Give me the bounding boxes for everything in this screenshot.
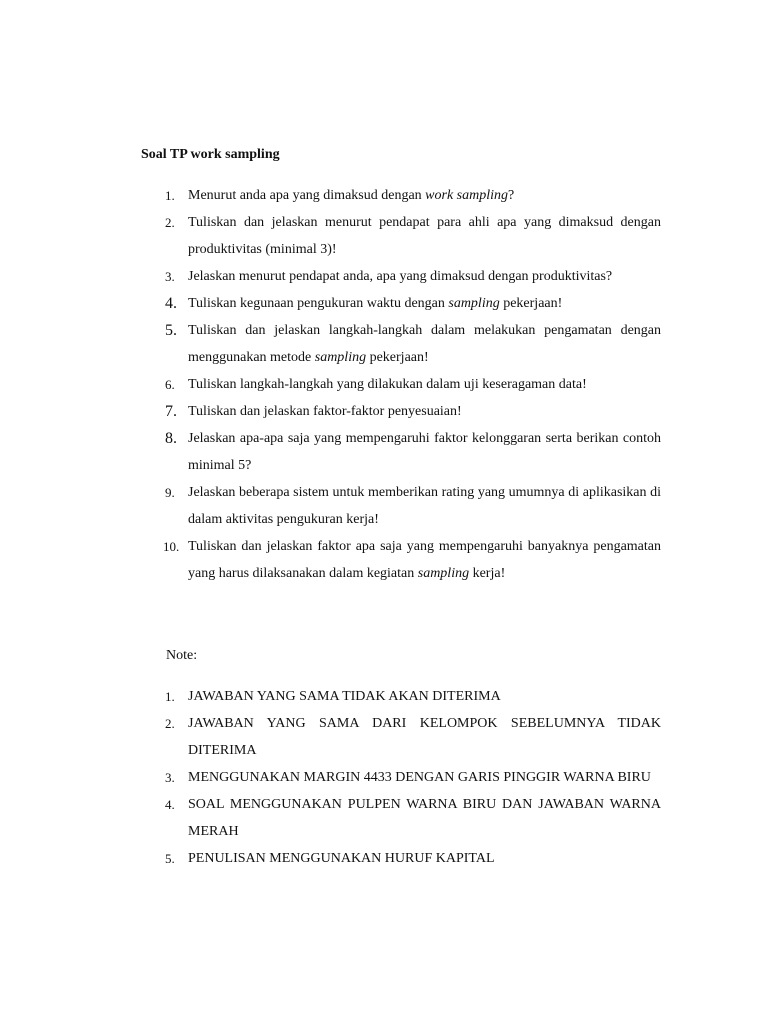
question-item bbox=[0, 371, 768, 398]
question-number: 10. bbox=[163, 539, 180, 554]
note-item bbox=[0, 683, 768, 710]
question-number: 7. bbox=[165, 403, 177, 420]
question-text-part: ? bbox=[508, 188, 515, 203]
note-number: 1. bbox=[165, 689, 175, 704]
note-item bbox=[0, 764, 768, 791]
question-text-part: Tuliskan dan jelaskan langkah-langkah dalam melakukan pengamatan dengan menggunakan metode bbox=[188, 323, 661, 365]
note-item bbox=[0, 710, 768, 764]
question-text: Tuliskan dan jelaskan faktor-faktor penyesuaian! bbox=[188, 404, 462, 419]
question-text: Jelaskan apa-apa saja yang mempengaruhi faktor kelonggaran serta berikan contoh minimal 5? bbox=[188, 431, 661, 473]
question-number: 9. bbox=[165, 485, 175, 500]
question-number: 2. bbox=[165, 215, 175, 230]
question-item bbox=[0, 533, 768, 587]
question-text-part: Tuliskan kegunaan pengukuran waktu dengan bbox=[188, 296, 449, 311]
question-item bbox=[0, 263, 768, 290]
note-list bbox=[0, 683, 768, 872]
question-text bbox=[188, 188, 514, 203]
note-label: Note: bbox=[166, 648, 198, 663]
note-text: JAWABAN YANG SAMA TIDAK AKAN DITERIMA bbox=[188, 689, 501, 704]
question-text: Jelaskan menurut pendapat anda, apa yang dimaksud dengan produktivitas? bbox=[188, 269, 613, 284]
question-item bbox=[0, 290, 768, 317]
note-number: 3. bbox=[165, 770, 175, 785]
question-text bbox=[188, 296, 562, 311]
note-text: SOAL MENGGUNAKAN PULPEN WARNA BIRU DAN JAWABAN WARNA MERAH bbox=[188, 797, 661, 839]
question-text-italic: sampling bbox=[448, 296, 500, 311]
note-text: PENULISAN MENGGUNAKAN HURUF KAPITAL bbox=[188, 851, 495, 866]
question-item bbox=[0, 317, 768, 371]
note-number: 4. bbox=[165, 797, 175, 812]
note-text: JAWABAN YANG SAMA DARI KELOMPOK SEBELUMNYA TIDAK DITERIMA bbox=[188, 716, 661, 758]
page-title: Soal TP work sampling bbox=[141, 147, 280, 162]
question-item bbox=[0, 479, 768, 533]
question-text-part: pekerjaan! bbox=[366, 350, 429, 365]
question-list bbox=[0, 182, 768, 587]
question-number: 1. bbox=[165, 188, 175, 203]
question-number: 6. bbox=[165, 377, 175, 392]
question-text bbox=[188, 323, 661, 365]
note-item bbox=[0, 791, 768, 845]
question-text-part: kerja! bbox=[469, 566, 506, 581]
question-text-italic: sampling bbox=[314, 350, 367, 365]
question-item bbox=[0, 182, 768, 209]
question-item bbox=[0, 425, 768, 479]
question-text: Jelaskan beberapa sistem untuk memberikan rating yang umumnya di aplikasikan di dalam aktivitas pengukuran kerja! bbox=[188, 485, 661, 527]
question-number: 8. bbox=[165, 430, 177, 447]
question-number: 5. bbox=[165, 322, 177, 339]
question-text bbox=[188, 539, 661, 581]
question-number: 4. bbox=[165, 295, 177, 312]
question-text: Tuliskan dan jelaskan menurut pendapat para ahli apa yang dimaksud dengan produktivitas (minimal 3)! bbox=[188, 215, 661, 257]
question-text-italic: work sampling bbox=[425, 188, 508, 203]
question-number: 3. bbox=[165, 269, 175, 284]
question-text-part: Menurut anda apa yang dimaksud dengan bbox=[188, 188, 426, 203]
question-text-part: pekerjaan! bbox=[499, 296, 563, 311]
question-item bbox=[0, 209, 768, 263]
question-text: Tuliskan langkah-langkah yang dilakukan dalam uji keseragaman data! bbox=[188, 377, 587, 392]
note-number: 5. bbox=[165, 851, 175, 866]
note-item bbox=[0, 845, 768, 872]
question-text-italic: sampling bbox=[417, 566, 470, 581]
note-text: MENGGUNAKAN MARGIN 4433 DENGAN GARIS PINGGIR WARNA BIRU bbox=[188, 770, 651, 785]
note-number: 2. bbox=[165, 716, 175, 731]
question-text-part: Tuliskan dan jelaskan faktor apa saja yang mempengaruhi banyaknya pengamatan yang harus dilaksanakan dalam kegiatan bbox=[188, 539, 661, 581]
question-item bbox=[0, 398, 768, 425]
